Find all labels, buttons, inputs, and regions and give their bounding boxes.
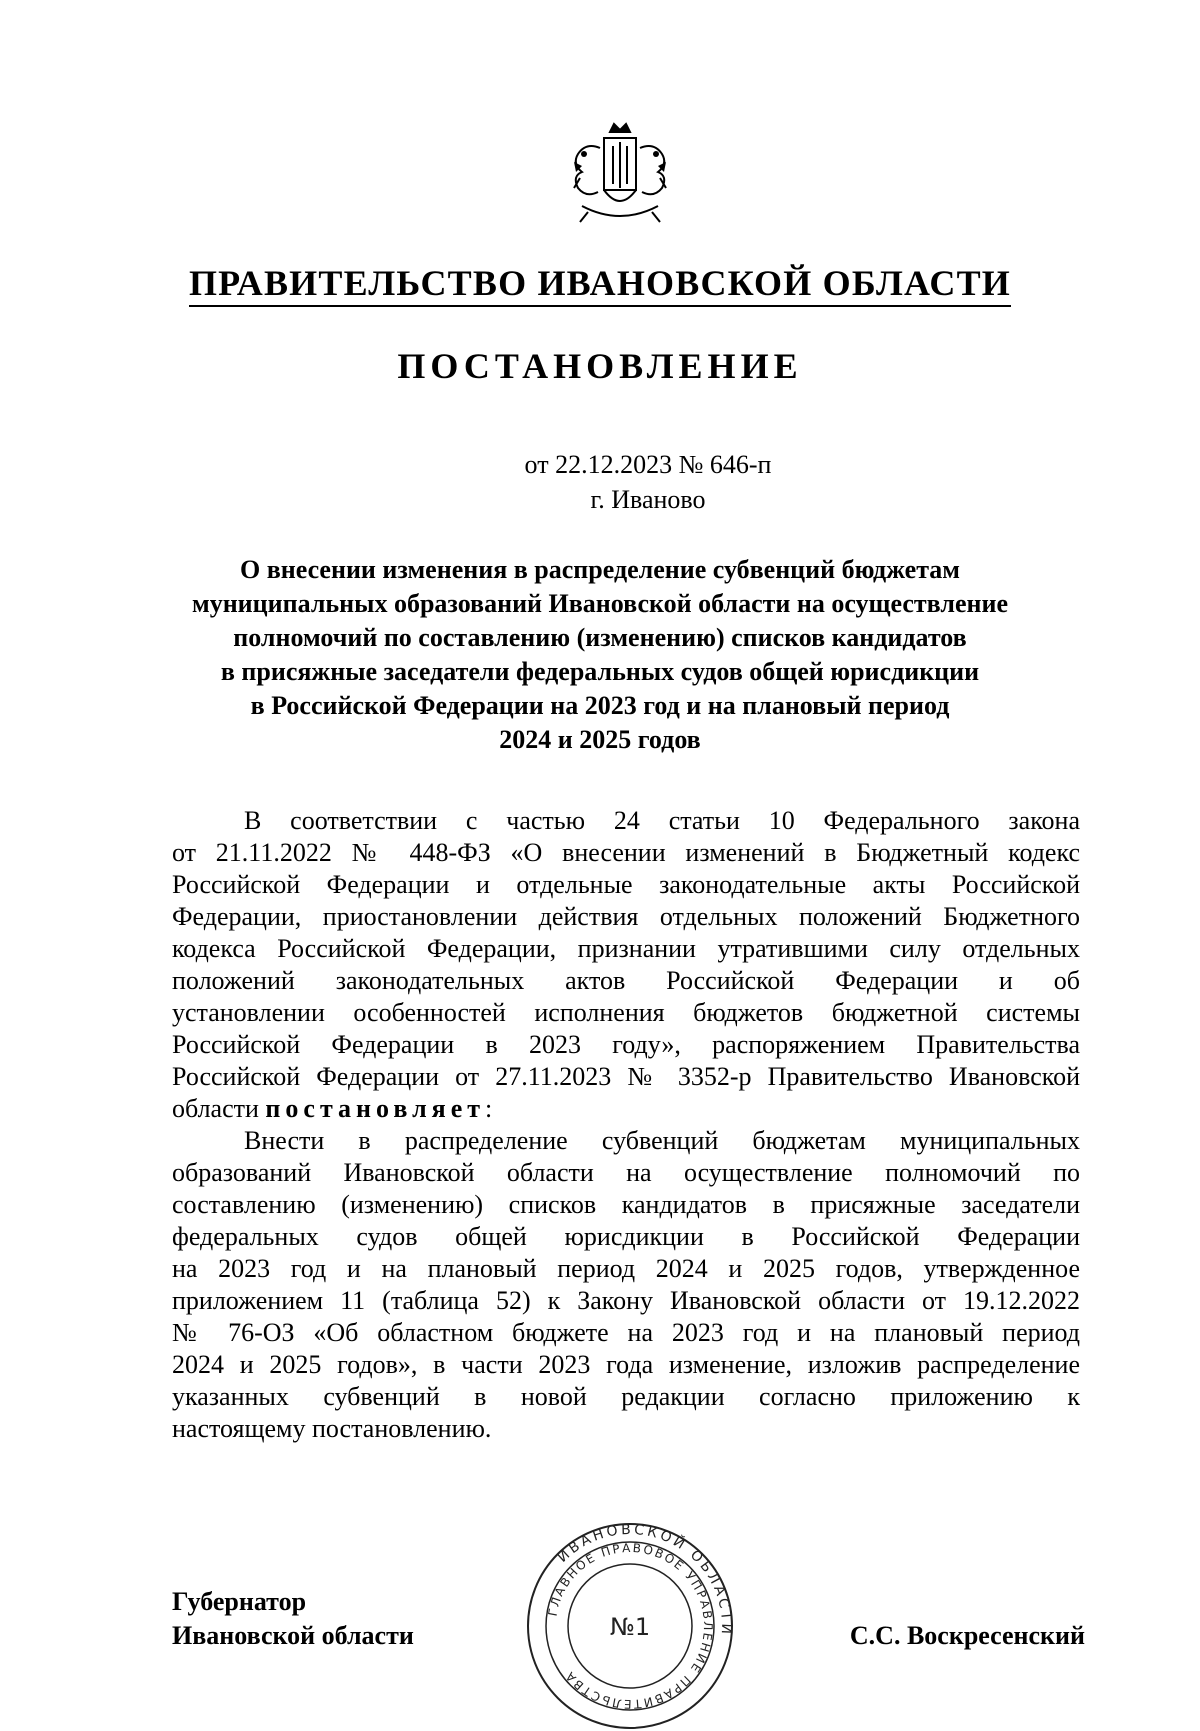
heading-line: полномочий по составлению (изменению) списков кандидатов	[233, 623, 967, 652]
document-body	[172, 805, 1080, 1445]
body-line: Российской Федерации и отдельные законодательные акты Российской	[172, 870, 1080, 899]
resolution-suffix: :	[485, 1094, 493, 1123]
body-line: 2024 и 2025 годов», в части 2023 года изменение, изложив распределение	[172, 1350, 1080, 1379]
body-line: федеральных судов общей юрисдикции в Российской Федерации	[172, 1222, 1080, 1251]
body-line: Внести в распределение субвенций бюджетам муниципальных	[244, 1126, 1080, 1155]
heading-line: в Российской Федерации на 2023 год и на плановый период	[250, 691, 950, 720]
government-name: ПРАВИТЕЛЬСТВО ИВАНОВСКОЙ ОБЛАСТИ	[0, 262, 1200, 304]
body-line: Федерации, приостановлении действия отдельных положений Бюджетного	[172, 902, 1080, 931]
official-stamp	[525, 1521, 735, 1731]
document-city: г. Иваново	[590, 485, 706, 514]
body-line: настоящему постановлению.	[172, 1414, 492, 1443]
resolution-prefix: области	[172, 1094, 266, 1123]
body-line: положений законодательных актов Российской Федерации и об	[172, 966, 1080, 995]
document-date-number: от 22.12.2023 № 646-п	[524, 450, 772, 479]
stamp-outer-text: ИВАНОВСКОЙ ОБЛАСТИ	[554, 1521, 735, 1638]
body-line: на 2023 год и на плановый период 2024 и 2025 годов, утвержденное	[172, 1254, 1080, 1283]
body-line: Российской Федерации в 2023 году», распоряжением Правительства	[172, 1030, 1080, 1059]
document-heading	[160, 553, 1040, 757]
heading-line: в присяжные заседатели федеральных судов общей юрисдикции	[220, 657, 980, 686]
body-line: образований Ивановской области на осуществление полномочий по	[172, 1158, 1080, 1187]
heading-line: 2024 и 2025 годов	[499, 725, 701, 754]
signer-position-line: Губернатор	[172, 1587, 307, 1616]
resolution-keyword: постановляет	[265, 1094, 486, 1123]
body-line: составлению (изменению) списков кандидатов в присяжные заседатели	[172, 1190, 1080, 1219]
body-line: установлении особенностей исполнения бюджетов бюджетной системы	[172, 998, 1080, 1027]
body-line: № 76-ОЗ «Об областном бюджете на 2023 год и на плановый период	[172, 1318, 1080, 1347]
body-line-resolution	[172, 1093, 1080, 1125]
stamp-inner-text: ГЛАВНОЕ ПРАВОВОЕ УПРАВЛЕНИЕ ПРАВИТЕЛЬСТВА	[545, 1540, 716, 1712]
body-line: В соответствии с частью 24 статьи 10 Федерального закона	[244, 806, 1080, 835]
coat-of-arms-icon	[560, 118, 680, 232]
signer-position	[172, 1585, 414, 1653]
signer-position-line: Ивановской области	[172, 1621, 414, 1650]
heading-line: муниципальных образований Ивановской области на осуществление	[191, 589, 1009, 618]
heading-line: О внесении изменения в распределение субвенций бюджетам	[239, 555, 961, 584]
body-line: Российской Федерации от 27.11.2023 № 3352-р Правительство Ивановской	[172, 1062, 1080, 1091]
body-line: от 21.11.2022 № 448-ФЗ «О внесении изменений в Бюджетный кодекс	[172, 838, 1080, 867]
body-line: кодекса Российской Федерации, признании утратившими силу отдельных	[172, 934, 1080, 963]
document-type: ПОСТАНОВЛЕНИЕ	[397, 346, 803, 386]
signer-name: С.С. Воскресенский	[849, 1621, 1085, 1650]
stamp-number: №1	[609, 1613, 651, 1641]
body-line: приложением 11 (таблица 52) к Закону Ивановской области от 19.12.2022	[172, 1286, 1080, 1315]
body-line: указанных субвенций в новой редакции согласно приложению к	[172, 1382, 1080, 1411]
